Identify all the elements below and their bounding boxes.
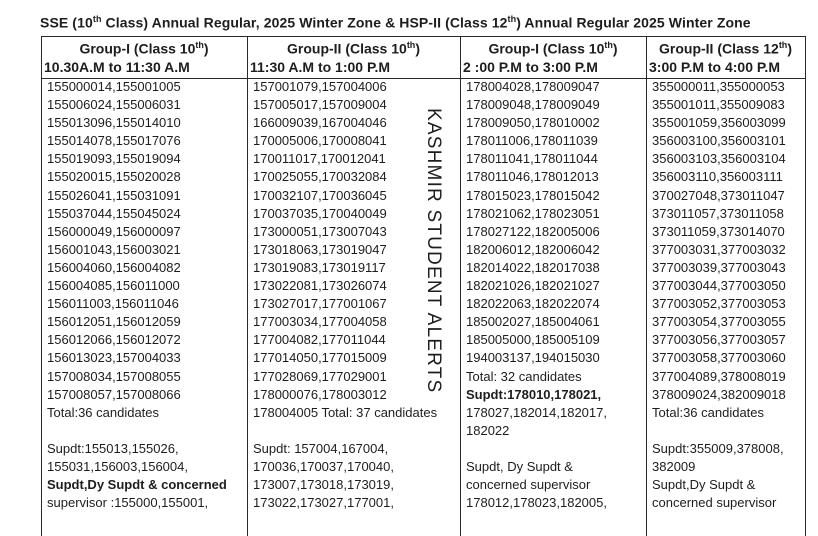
page-title <box>40 14 810 31</box>
table-row: 178011006,178011039 <box>466 133 598 149</box>
table-row: 178011046,178012013 <box>466 169 599 185</box>
time-slot: 2 :00 P.M to 3:00 P.M <box>463 58 598 75</box>
table-row: 177004082,177011044 <box>253 332 386 348</box>
table-row: 177028069,177029001 <box>253 368 387 384</box>
table-row: 155013096,155014010 <box>47 115 181 131</box>
column-header <box>646 36 805 78</box>
column-group-3 <box>460 36 646 512</box>
table-row: 155006024,155006031 <box>47 97 181 113</box>
table-row: 156004060,156004082 <box>47 259 181 275</box>
note-line: concerned supervisor <box>652 494 777 510</box>
title-sup-1: th <box>92 14 102 24</box>
supdt-line: 182022 <box>466 422 510 438</box>
note-line: 173007,173018,173019, <box>253 476 394 492</box>
note-line: Supdt:355009,378008, <box>652 440 784 456</box>
table-row: 178015023,178015042 <box>466 187 600 203</box>
table-row: 178000076,178003012 <box>253 386 387 402</box>
table-row: 156001043,156003021 <box>47 241 181 257</box>
time-slot: 11:30 A.M to 1:00 P.M <box>250 58 391 75</box>
group-label: Group-I (Class 10th) <box>488 40 618 57</box>
table-row: 185005000,185005109 <box>466 332 600 348</box>
table-row: 157008034,157008055 <box>47 368 181 384</box>
column-group-4 <box>646 36 805 512</box>
column-border <box>805 36 806 536</box>
table-row: 182014022,182017038 <box>466 259 600 275</box>
table-row: 155019093,155019094 <box>47 151 181 167</box>
table-row: 370027048,373011047 <box>652 187 785 203</box>
roll-number-list <box>646 78 805 404</box>
table-row: 377003058,377003060 <box>652 350 786 366</box>
table-row: 185002027,185004061 <box>466 314 600 330</box>
table-row: 173018063,173019047 <box>253 241 387 257</box>
table-row: 157005017,157009004 <box>253 97 387 113</box>
roll-number-list <box>460 78 646 368</box>
table-row: 355001059,356003099 <box>652 115 786 131</box>
table-row: 194003137,194015030 <box>466 350 600 366</box>
table-row: 178004028,178009047 <box>466 79 600 94</box>
note-line: 382009 <box>652 458 696 474</box>
roll-number-list <box>41 78 247 404</box>
table-row: 157001079,157004006 <box>253 79 387 94</box>
group-label: Group-I (Class 10th) <box>79 40 209 57</box>
table-row: 182022063,182022074 <box>466 296 600 312</box>
time-slot: 10.30A.M to 11:30 A.M <box>44 58 190 75</box>
table-row: 178027122,182005006 <box>466 223 600 239</box>
table-row: 182006012,182006042 <box>466 241 600 257</box>
note-line: Supdt:155013,155026, <box>47 440 179 456</box>
note-line: Supdt, Dy Supdt & <box>466 458 573 474</box>
table-row: 356003100,356003101 <box>652 133 786 149</box>
table-row: 155037044,155045024 <box>47 205 181 221</box>
total-candidates: 178004005 Total: 37 candidates <box>253 404 438 420</box>
note-line: supervisor :155000,155001, <box>47 494 209 510</box>
table-row: 170025055,170032084 <box>253 169 387 185</box>
table-row: 173022081,173026074 <box>253 278 387 294</box>
table-row: 178009050,178010002 <box>466 115 600 131</box>
supervisor-notes <box>646 440 805 512</box>
total-candidates: Total: 32 candidates <box>466 368 582 384</box>
note-line: 178012,178023,182005, <box>466 494 607 510</box>
column-header <box>247 36 460 78</box>
table-row: 378009024,382009018 <box>652 386 786 402</box>
superintendent-centres <box>460 386 646 440</box>
table-row: 178011041,178011044 <box>466 151 598 167</box>
table-row: 178009048,178009049 <box>466 97 600 113</box>
table-row: 355001011,355009083 <box>652 97 785 113</box>
table-row: 355000011,355000053 <box>652 79 785 94</box>
note-line: 173022,173027,177001, <box>253 494 394 510</box>
watermark-label: KASHMIR STUDENT ALERTS <box>423 108 444 394</box>
table-row: 177014050,177015009 <box>253 350 387 366</box>
table-row: 155020015,155020028 <box>47 169 181 185</box>
total-candidates: Total:36 candidates <box>652 404 765 420</box>
table-row: 156011003,156011046 <box>47 296 179 312</box>
table-row: 156000049,156000097 <box>47 223 181 239</box>
table-row: 155026041,155031091 <box>47 187 181 203</box>
group-label: Group-II (Class 12th) <box>659 40 792 57</box>
table-row: 356003103,356003104 <box>652 151 786 167</box>
table-row: 377003056,377003057 <box>652 332 786 348</box>
table-row: 170032107,170036045 <box>253 187 387 203</box>
table-row: 377003052,377003053 <box>652 296 786 312</box>
note-line: 155031,156003,156004, <box>47 458 188 474</box>
supervisor-notes <box>247 440 460 512</box>
column-group-1 <box>41 36 247 512</box>
note-line: Supdt,Dy Supdt & <box>652 476 756 492</box>
column-header <box>41 36 247 78</box>
title-text-1: SSE (10 <box>40 14 93 31</box>
table-row: 377004089,378008019 <box>652 368 786 384</box>
note-line: 170036,170037,170040, <box>253 458 394 474</box>
table-row: 173027017,177001067 <box>253 296 387 312</box>
group-label: Group-II (Class 10th) <box>287 40 420 57</box>
table-row: 166009039,167004046 <box>253 115 387 131</box>
supervisor-notes <box>41 440 247 512</box>
note-line: Supdt: 157004,167004, <box>253 440 389 456</box>
table-row: 356003110,356003111 <box>652 169 783 185</box>
supdt-line: Supdt:178010,178021, <box>466 386 602 402</box>
title-text-3: ) Annual Regular 2025 Winter Zone <box>516 14 751 31</box>
table-row: 157008057,157008066 <box>47 386 181 402</box>
title-sup-2: th <box>507 14 517 24</box>
title-text-2: Class) Annual Regular, 2025 Winter Zone & HSP-II (Class 12 <box>101 14 508 31</box>
table-row: 373011057,373011058 <box>652 205 784 221</box>
supdt-line: 178027,182014,182017, <box>466 404 607 420</box>
note-line: Supdt,Dy Supdt & concerned <box>47 476 227 492</box>
table-row: 156004085,156011000 <box>47 278 180 294</box>
table-row: 182021026,182021027 <box>466 278 600 294</box>
table-row: 156012051,156012059 <box>47 314 181 330</box>
table-row: 177003034,177004058 <box>253 314 387 330</box>
time-slot: 3:00 P.M to 4:00 P.M <box>649 58 780 75</box>
watermark-text <box>412 108 452 398</box>
note-line: concerned supervisor <box>466 476 591 492</box>
table-row: 155014078,155017076 <box>47 133 181 149</box>
table-row: 170005006,170008041 <box>253 133 387 149</box>
table-row: 178021062,178023051 <box>466 205 600 221</box>
column-header <box>460 36 646 78</box>
table-row: 155000014,155001005 <box>47 79 181 94</box>
table-row: 377003039,377003043 <box>652 259 786 275</box>
table-row: 156012066,156012072 <box>47 332 181 348</box>
supervisor-notes <box>460 458 646 512</box>
table-row: 373011059,373014070 <box>652 223 785 239</box>
table-row: 377003054,377003055 <box>652 314 786 330</box>
table-row: 170011017,170012041 <box>253 151 386 167</box>
table-row: 170037035,170040049 <box>253 205 387 221</box>
table-row: 173000051,173007043 <box>253 223 387 239</box>
table-row: 377003044,377003050 <box>652 278 786 294</box>
total-candidates: Total:36 candidates <box>47 404 160 420</box>
table-row: 377003031,377003032 <box>652 241 786 257</box>
table-row: 156013023,157004033 <box>47 350 181 366</box>
table-row: 173019083,173019117 <box>253 259 386 275</box>
